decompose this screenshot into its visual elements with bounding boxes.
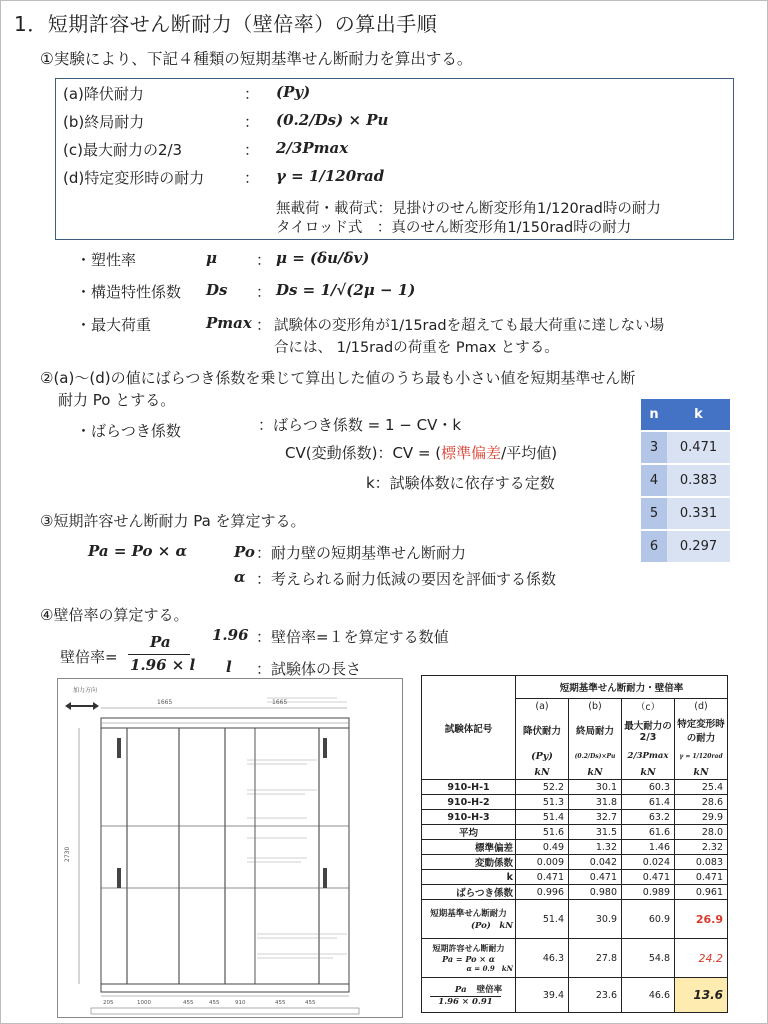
table-cell: 51.6 [516,825,569,840]
wall-d: 13.6 [675,978,728,1013]
pa-row [422,939,728,978]
pa-row-label [422,939,516,978]
table-cell: 51.3 [516,795,569,810]
wall-ratio-row-label [422,978,516,1013]
dim-bottom-2: 455 [183,1000,194,1006]
pmax-text-2: 合には、 1/15radの荷重を Pmax とする。 [274,340,559,356]
col-a-name: 降伏耐力 [516,713,569,747]
table-cell: 0.042 [569,855,622,870]
table-cell: 1.46 [622,840,675,855]
item-b-label: (b)終局耐力 [63,113,145,131]
dim-bottom-3: 455 [209,1000,220,1006]
po-row-label [422,900,516,939]
wall-a: 39.4 [516,978,569,1013]
col-a-unit: kN [516,765,569,780]
dim-top-right: 1665 [272,699,288,706]
table-cell: 52.2 [516,780,569,795]
ds-label: ・構造特性係数 [76,283,182,301]
cv-text-std: 標準偏差 [441,444,502,462]
k-table-k: 0.383 [667,464,730,497]
k-table-header [641,399,730,431]
table-row-label: 910-H-3 [422,810,516,825]
alpha-symbol: α [234,568,246,586]
wall-ratio-denominator: 1.96 × l [130,656,196,674]
item-d-formula: γ = 1/120rad [276,167,385,185]
ductility-symbol: μ [206,249,217,267]
cv-text-a: CV(変動係数)：CV = ( [285,444,442,462]
results-caption-row [422,676,728,699]
page-title: 1．短期許容せん断耐力（壁倍率）の算出手順 [14,12,438,36]
section2-line1: ②(a)～(d)の値にばらつき係数を乗じて算出した値のうち最も小さい値を短期基準せん断 [40,369,636,387]
table-cell: 0.083 [675,855,728,870]
col-c-id: （c） [622,699,675,714]
table-cell: 0.471 [569,870,622,885]
k-table-header-k: k [667,399,730,431]
item-c-colon: ： [244,141,260,159]
wall-ratio-label: 壁倍率= [60,648,118,666]
po-label-1: 短期基準せん断耐力 [430,909,507,919]
table-row-label: ばらつき係数 [422,885,516,900]
item-b-formula: (0.2/Ds) × Pu [276,111,389,129]
table-cell: 0.024 [622,855,675,870]
dim-bottom-5: 455 [275,1000,286,1006]
k-table-n: 4 [641,464,667,497]
pa-formula: Pa = Po × α [88,542,188,560]
po-label-2: (Po) kN [470,921,513,931]
dim-bottom-1: 1000 [137,1000,151,1006]
table-cell: 0.009 [516,855,569,870]
pmax-label: ・最大荷重 [76,316,152,334]
pa-label-1: 短期許容せん断耐力 [432,943,505,953]
table-row-label: 910-H-2 [422,795,516,810]
col-d-name: 特定変形時の耐力 [675,713,728,747]
k-table-k: 0.471 [667,431,730,464]
table-cell: 28.0 [675,825,728,840]
note-tierod: タイロッド式 ：真のせん断変形角1/150rad時の耐力 [276,220,632,236]
constant-196: 1.96 [212,626,249,644]
table-cell: 31.5 [569,825,622,840]
constant-196-definition: ：壁倍率=１を算定する数値 [256,628,449,646]
pmax-text-1: 試験体の変形角が1/15radを超えても最大荷重に達しない場 [274,318,665,334]
note-loaded: 無載荷・載荷式：見掛けのせん断変形角1/120rad時の耐力 [276,201,661,217]
wr-suffix: 壁倍率 [476,985,503,995]
table-cell: 0.989 [622,885,675,900]
dim-top-left: 1665 [157,699,173,706]
cv-definition [285,442,557,463]
pa-b: 27.8 [569,939,622,978]
pmax-colon: ： [256,316,272,334]
table-cell: 25.4 [675,780,728,795]
col-b-symbol: (0.2/Ds)×Pu [569,747,622,765]
table-cell: 63.2 [622,810,675,825]
table-row [422,810,728,825]
col-c-name: 最大耐力の2/3 [622,713,675,747]
table-cell: 0.471 [622,870,675,885]
table-row-label: 変動係数 [422,855,516,870]
col-b-id: (b) [569,699,622,714]
cv-text-b: /平均値) [501,444,558,462]
fraction-bar [128,654,190,655]
table-row [422,825,728,840]
results-caption: 短期基準せん断耐力・壁倍率 [516,676,728,699]
table-row-label: 平均 [422,825,516,840]
item-c-formula: 2/3Pmax [276,139,349,157]
ductility-colon: ： [256,251,272,269]
k-table-n: 3 [641,431,667,464]
results-table [421,675,728,1013]
table-row [422,885,728,900]
table-cell: 0.980 [569,885,622,900]
table-cell: 0.49 [516,840,569,855]
table-cell: 0.996 [516,885,569,900]
table-cell: 1.32 [569,840,622,855]
po-c: 60.9 [622,900,675,939]
ductility-formula: μ = (δu/δv) [276,249,370,267]
k-table-row [641,497,730,530]
wall-ratio-numerator: Pa [150,633,171,651]
wall-b: 23.6 [569,978,622,1013]
pa-d: 24.2 [675,939,728,978]
specimen-id-header: 試験体記号 [422,676,516,780]
col-a-id: (a) [516,699,569,714]
k-table-n: 6 [641,530,667,563]
k-table-k: 0.297 [667,530,730,563]
ds-symbol: Ds [206,281,228,299]
table-row [422,795,728,810]
wr-num: Pa [454,985,467,995]
wall-c: 46.6 [622,978,675,1013]
table-cell: 32.7 [569,810,622,825]
item-b-colon: ： [244,113,260,131]
k-table [641,399,730,564]
col-b-unit: kN [569,765,622,780]
table-cell: 29.9 [675,810,728,825]
dim-bottom-4: 910 [235,1000,246,1006]
pa-label-2: Pa = Po × α [442,953,495,964]
table-cell: 51.4 [516,810,569,825]
table-row-label: k [422,870,516,885]
item-c-label: (c)最大耐力の2/3 [63,141,183,159]
table-cell: 0.471 [516,870,569,885]
table-cell: 31.8 [569,795,622,810]
table-cell: 0.471 [675,870,728,885]
section3-line: ③短期許容せん断耐力 Pa を算定する。 [40,512,306,530]
table-row [422,840,728,855]
k-definition: k：試験体数に依存する定数 [366,474,555,492]
item-d-colon: ： [244,169,260,187]
po-d: 26.9 [675,900,728,939]
variation-label: ・ばらつき係数 [76,422,181,440]
section1-intro: ①実験により、下記４種類の短期基準せん断耐力を算出する。 [40,50,473,68]
col-d-unit: kN [675,765,728,780]
table-cell: 30.1 [569,780,622,795]
col-a-symbol: (Py) [516,747,569,765]
table-cell: 60.3 [622,780,675,795]
table-cell: 0.961 [675,885,728,900]
col-d-id: (d) [675,699,728,714]
section4-line: ④壁倍率の算定する。 [40,606,189,624]
k-table-k: 0.331 [667,497,730,530]
dim-height: 2730 [64,846,71,862]
dim-bottom-6: 455 [305,1000,316,1006]
po-b: 30.9 [569,900,622,939]
length-symbol: l [226,658,232,676]
col-d-symbol: γ = 1/120rad [675,747,728,765]
table-cell: 61.6 [622,825,675,840]
table-row-label: 標準偏差 [422,840,516,855]
ds-formula: Ds = 1/√(2μ − 1) [276,281,416,299]
k-table-row [641,464,730,497]
col-c-unit: kN [622,765,675,780]
pa-c: 54.8 [622,939,675,978]
po-definition: ：耐力壁の短期基準せん断耐力 [256,544,467,562]
ductility-label: ・塑性率 [76,251,137,269]
wall-ratio-row [422,978,728,1013]
item-a-formula: (Py) [276,83,311,101]
length-definition: ：試験体の長さ [256,660,362,678]
table-row [422,780,728,795]
section2-line2: 耐力 Po とする。 [58,391,176,409]
k-table-header-n: n [641,399,667,431]
item-a-colon: ： [244,85,260,103]
k-table-row [641,530,730,563]
po-a: 51.4 [516,900,569,939]
pa-label-3: α = 0.9 kN [466,963,513,973]
load-direction-label: 加力方向 [73,687,98,694]
pmax-symbol: Pmax [206,314,252,332]
table-cell: 2.32 [675,840,728,855]
table-cell: 61.4 [622,795,675,810]
col-b-name: 終局耐力 [569,713,622,747]
alpha-definition: ：考えられる耐力低減の要因を評価する係数 [256,570,557,588]
table-cell: 28.6 [675,795,728,810]
col-c-symbol: 2/3Pmax [622,747,675,765]
ds-colon: ： [256,283,272,301]
variation-formula: ：ばらつき係数 = 1 − CV・k [258,416,462,434]
item-d-label: (d)特定変形時の耐力 [63,169,205,187]
wr-den: 1.96 × 0.91 [430,996,501,1007]
po-symbol: Po [234,543,255,561]
table-row-label: 910-H-1 [422,780,516,795]
pa-a: 46.3 [516,939,569,978]
table-row [422,870,728,885]
item-a-label: (a)降伏耐力 [63,85,144,103]
specimen-drawing [57,678,403,1018]
k-table-row [641,431,730,464]
dim-bottom-0: 205 [103,1000,114,1006]
table-row [422,855,728,870]
po-row [422,900,728,939]
k-table-n: 5 [641,497,667,530]
